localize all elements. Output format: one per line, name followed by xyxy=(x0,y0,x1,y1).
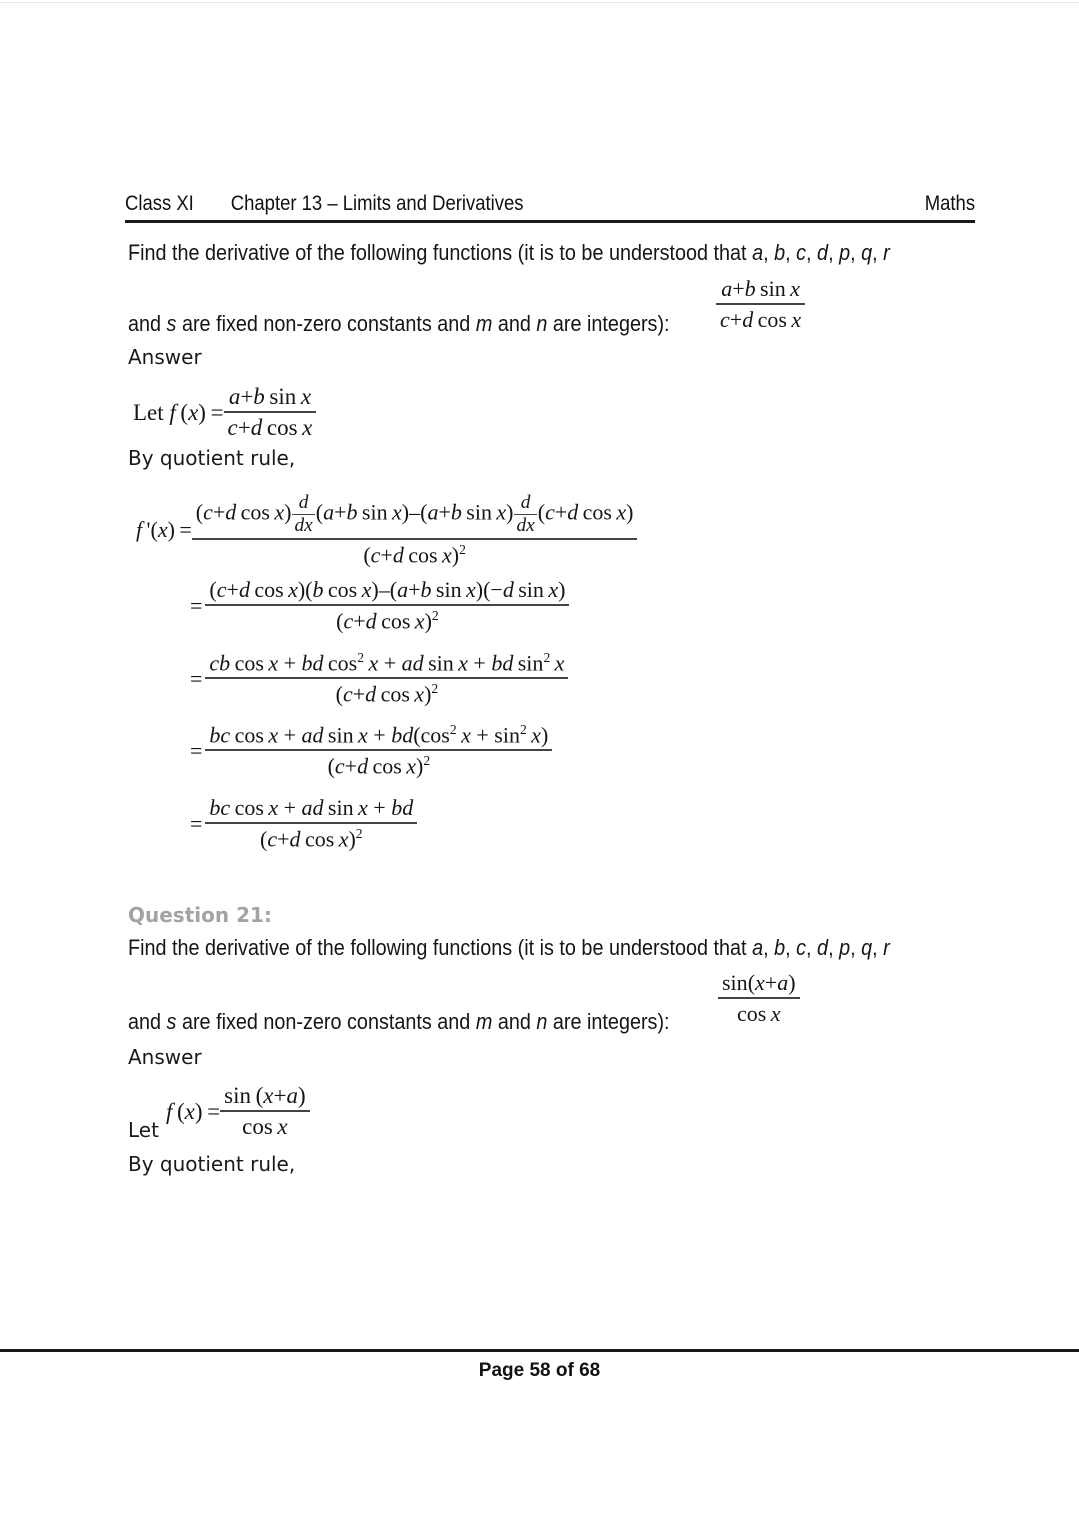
q20-let-formula: Let f (x) = $\frac{\text{a+b sin x}}{\text{c+d cos x}}$ xyxy=(133,384,316,441)
q21-let-formula: f (x) = $\frac{\sin (x+a)}{\text{cos x}}$ xyxy=(166,1083,310,1140)
q21-answer-label: Answer xyxy=(128,1045,202,1069)
q21-let-label: Let xyxy=(128,1118,159,1142)
q20-step-2: = $\frac{\text{(c+d cos x)(b cos x)–(a+b sin x)(−d sin x)}}{(c+d \cos x)^2}$ xyxy=(190,577,569,634)
header-class-label: Class XI xyxy=(125,192,194,215)
question-21-heading: Question 21: xyxy=(128,903,272,927)
q20-step-1: f '(x) = (c+d cos x) $\frac{d}{dx}$ (a+b sin x)–(a+b sin x) $\frac{d}{dx}$ (c+d cos x) (c+d cos x)$^2$ xyxy=(136,492,637,568)
q21-quotient-rule-label: By quotient rule, xyxy=(128,1152,296,1176)
q20-step-3: = $\frac{cb \cos x + bd \cos^2 x + ad \sin x + bd \sin^2 x}{(c+d \cos x)^2}$ xyxy=(190,650,568,708)
q20-prompt-line-1: Find the derivative of the following functions (it is to be understood that a, b, c, d, p, q, r xyxy=(128,240,890,265)
header-subject-label: Maths xyxy=(924,192,976,215)
top-edge-hairline xyxy=(0,2,1079,3)
page-header xyxy=(125,192,975,216)
q21-prompt-line-2: and s are fixed non-zero constants and m and n are integers): xyxy=(128,1009,670,1034)
header-divider xyxy=(125,220,975,223)
q20-answer-label: Answer xyxy=(128,345,202,369)
q21-prompt-fraction: $\frac{\sin(x+a)}{\text{cos x}}$ xyxy=(718,970,800,1027)
q20-quotient-rule-label: By quotient rule, xyxy=(128,446,296,470)
q20-step-4: = $\frac{bc \cos x + ad \sin x + bd(\cos^2 x + \sin^2 x)}{(c+d \cos x)^2}$ xyxy=(190,722,552,780)
q20-prompt-line-2: and s are fixed non-zero constants and m and n are integers): xyxy=(128,311,670,336)
header-chapter-title: Chapter 13 – Limits and Derivatives xyxy=(230,192,524,215)
q20-step-5: = $\frac{\text{bc cos x + ad sin x + bd}}{(c+d \cos x)^2}$ xyxy=(190,795,417,852)
footer-page-number: Page 58 of 68 xyxy=(478,1360,601,1381)
q20-prompt-fraction: $\frac{\text{a+b sin x}}{\text{c+d cos x}}$ xyxy=(716,276,805,333)
footer-divider xyxy=(0,1349,1079,1352)
q21-prompt-line-1: Find the derivative of the following functions (it is to be understood that a, b, c, d, p, q, r xyxy=(128,935,890,960)
